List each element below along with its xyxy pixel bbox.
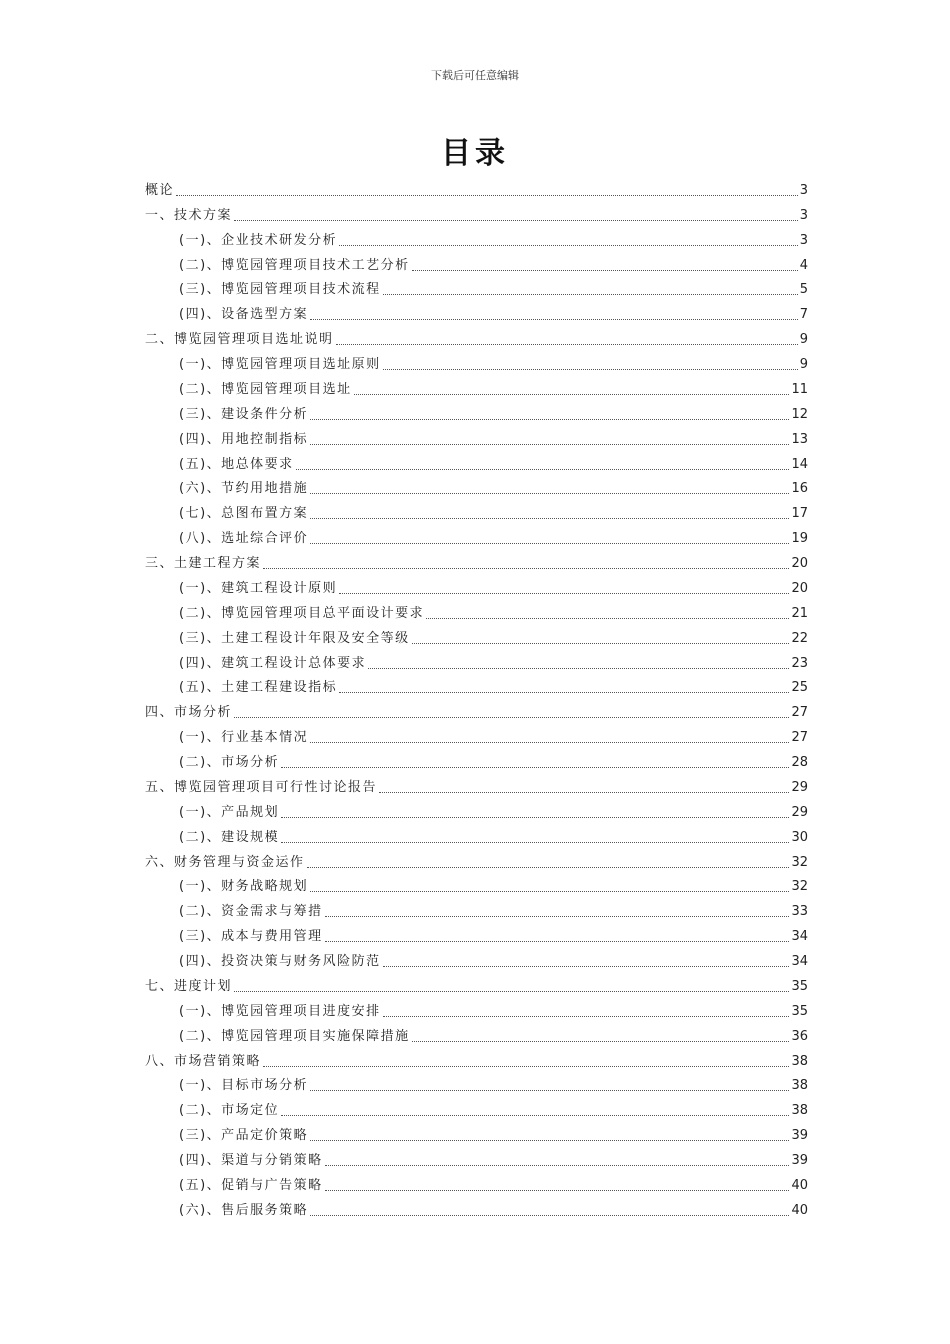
toc-entry[interactable] <box>145 349 808 374</box>
toc-entry[interactable] <box>145 449 808 474</box>
toc-entry-label: 四、市场分析 <box>145 705 233 721</box>
toc-page-number: 36 <box>791 1028 808 1044</box>
toc-entry[interactable] <box>145 548 808 573</box>
toc-page-number: 20 <box>791 580 808 596</box>
toc-page-number: 3 <box>799 182 808 198</box>
toc-entry[interactable] <box>145 1145 808 1170</box>
toc-dot-leader <box>263 568 789 569</box>
toc-entry-label: 二、博览园管理项目选址说明 <box>145 332 334 348</box>
toc-entry-label: (四)、用地控制指标 <box>179 431 309 447</box>
toc-dot-leader <box>281 767 789 768</box>
toc-page-number: 39 <box>791 1153 808 1168</box>
toc-page-number: 28 <box>791 755 808 770</box>
toc-entry[interactable] <box>145 1021 808 1046</box>
toc-dot-leader <box>176 195 798 196</box>
table-of-contents <box>145 175 808 1220</box>
toc-dot-leader <box>234 717 789 718</box>
toc-entry-label: (一)、行业基本情况 <box>179 730 309 746</box>
page-title: 目录 <box>441 136 509 171</box>
toc-dot-leader <box>310 518 789 519</box>
toc-entry[interactable] <box>145 847 808 872</box>
toc-page-number: 4 <box>799 257 808 273</box>
toc-page-number: 40 <box>791 1202 808 1218</box>
toc-entry[interactable] <box>145 971 808 996</box>
toc-entry-label: (二)、博览园管理项目选址 <box>179 381 352 397</box>
toc-dot-leader <box>379 792 789 793</box>
toc-page-number: 40 <box>791 1177 808 1193</box>
toc-entry[interactable] <box>145 399 808 424</box>
toc-dot-leader <box>354 394 790 395</box>
toc-dot-leader <box>310 1090 789 1091</box>
toc-dot-leader <box>412 1041 790 1042</box>
toc-entry-label: (五)、促销与广告策略 <box>179 1177 323 1193</box>
toc-page-number: 14 <box>791 456 808 472</box>
toc-entry[interactable] <box>145 1071 808 1096</box>
toc-dot-leader <box>383 294 798 295</box>
toc-entry-label: (一)、博览园管理项目选址原则 <box>179 357 381 372</box>
toc-entry[interactable] <box>145 822 808 847</box>
toc-dot-leader <box>325 941 790 942</box>
toc-entry-label: (二)、博览园管理项目实施保障措施 <box>179 1028 410 1044</box>
toc-entry[interactable] <box>145 225 808 250</box>
toc-entry[interactable] <box>145 896 808 921</box>
toc-entry[interactable] <box>145 175 808 200</box>
toc-entry[interactable] <box>145 573 808 598</box>
toc-page-number: 16 <box>791 481 808 497</box>
toc-entry[interactable] <box>145 1195 808 1220</box>
toc-page-number: 25 <box>791 680 808 696</box>
toc-entry[interactable] <box>145 299 808 324</box>
toc-dot-leader <box>412 270 798 271</box>
toc-entry-label: (三)、成本与费用管理 <box>179 929 323 945</box>
toc-entry-label: 五、博览园管理项目可行性讨论报告 <box>145 779 378 795</box>
toc-entry-label: (二)、建设规模 <box>179 829 280 845</box>
toc-dot-leader <box>383 966 790 967</box>
toc-dot-leader <box>310 1215 789 1216</box>
toc-dot-leader <box>325 1190 790 1191</box>
toc-dot-leader <box>383 1016 790 1017</box>
toc-entry-label: (五)、地总体要求 <box>179 456 294 472</box>
toc-entry-label: (三)、建设条件分析 <box>179 406 309 422</box>
toc-page-number: 13 <box>791 431 808 447</box>
toc-entry-label: (二)、市场分析 <box>179 755 280 770</box>
toc-entry-label: (二)、资金需求与筹措 <box>179 904 323 920</box>
toc-entry[interactable] <box>145 648 808 673</box>
toc-entry-label: 八、市场营销策略 <box>145 1053 262 1069</box>
toc-page-number: 11 <box>791 381 808 397</box>
toc-entry-label: (四)、建筑工程设计总体要求 <box>179 655 367 671</box>
toc-dot-leader <box>339 692 789 693</box>
toc-page-number: 3 <box>799 232 808 248</box>
toc-page-number: 38 <box>791 1078 808 1094</box>
toc-entry[interactable] <box>145 673 808 698</box>
toc-dot-leader <box>310 1140 789 1141</box>
toc-entry-label: (三)、土建工程设计年限及安全等级 <box>179 630 410 646</box>
toc-dot-leader <box>310 891 789 892</box>
toc-page-number: 12 <box>791 406 808 422</box>
toc-entry[interactable] <box>145 474 808 499</box>
toc-page-number: 7 <box>799 307 808 323</box>
toc-dot-leader <box>412 643 790 644</box>
toc-entry-label: (八)、选址综合评价 <box>179 531 309 547</box>
toc-entry-label: (三)、产品定价策略 <box>179 1128 309 1144</box>
toc-entry-label: 一、技术方案 <box>145 207 233 223</box>
toc-page-number: 21 <box>791 605 808 621</box>
toc-entry[interactable] <box>145 1046 808 1071</box>
toc-entry[interactable] <box>145 598 808 623</box>
toc-dot-leader <box>307 867 790 868</box>
toc-entry-label: 概论 <box>145 182 175 198</box>
toc-page-number: 35 <box>791 1003 808 1019</box>
toc-dot-leader <box>310 493 789 494</box>
toc-entry-label: (三)、博览园管理项目技术流程 <box>179 282 381 298</box>
toc-entry-label: (二)、博览园管理项目技术工艺分析 <box>179 257 410 273</box>
toc-entry[interactable] <box>145 374 808 399</box>
toc-entry-label: (一)、财务战略规划 <box>179 879 309 895</box>
toc-dot-leader <box>336 344 798 345</box>
toc-dot-leader <box>339 593 789 594</box>
toc-entry[interactable] <box>145 772 808 797</box>
toc-page-number: 27 <box>791 705 808 721</box>
toc-dot-leader <box>325 1165 790 1166</box>
toc-entry-label: (四)、投资决策与财务风险防范 <box>179 954 381 969</box>
toc-dot-leader <box>234 991 789 992</box>
toc-entry-label: 七、进度计划 <box>145 978 233 994</box>
toc-page-number: 20 <box>791 556 808 571</box>
toc-entry[interactable] <box>145 797 808 822</box>
toc-page-number: 27 <box>791 730 808 746</box>
toc-page-number: 22 <box>791 630 808 646</box>
toc-entry-label: (一)、目标市场分析 <box>179 1078 309 1094</box>
toc-page-number: 38 <box>791 1053 808 1069</box>
toc-page-number: 34 <box>791 954 808 969</box>
toc-dot-leader <box>263 1066 789 1067</box>
toc-page-number: 39 <box>791 1128 808 1144</box>
toc-entry[interactable] <box>145 747 808 772</box>
toc-entry-label: (二)、市场定位 <box>179 1103 280 1119</box>
toc-entry[interactable] <box>145 1120 808 1145</box>
toc-dot-leader <box>426 618 789 619</box>
toc-entry[interactable] <box>145 946 808 971</box>
toc-page-number: 32 <box>791 879 808 895</box>
toc-entry[interactable] <box>145 623 808 648</box>
toc-dot-leader <box>383 369 798 370</box>
toc-page-number: 38 <box>791 1103 808 1119</box>
toc-entry[interactable] <box>145 200 808 225</box>
toc-entry-label: (一)、企业技术研发分析 <box>179 232 338 248</box>
toc-entry[interactable] <box>145 250 808 275</box>
toc-dot-leader <box>325 916 790 917</box>
toc-page-number: 29 <box>791 804 808 820</box>
page-header: 下载后可任意编辑 <box>431 69 519 82</box>
toc-entry[interactable] <box>145 424 808 449</box>
toc-entry[interactable] <box>145 1170 808 1195</box>
toc-page-number: 9 <box>799 332 808 348</box>
toc-page-number: 29 <box>791 779 808 795</box>
toc-dot-leader <box>234 220 798 221</box>
toc-entry-label: 六、财务管理与资金运作 <box>145 854 305 870</box>
toc-dot-leader <box>310 319 798 320</box>
toc-entry-label: 三、土建工程方案 <box>145 556 262 571</box>
toc-page-number: 19 <box>791 531 808 547</box>
toc-dot-leader <box>310 419 789 420</box>
toc-page-number: 17 <box>791 506 808 522</box>
toc-dot-leader <box>310 543 789 544</box>
toc-dot-leader <box>296 469 790 470</box>
toc-page-number: 23 <box>791 655 808 671</box>
toc-entry[interactable] <box>145 1095 808 1120</box>
toc-dot-leader <box>281 817 789 818</box>
toc-page-number: 35 <box>791 978 808 994</box>
toc-entry-label: (一)、建筑工程设计原则 <box>179 580 338 596</box>
toc-entry-label: (一)、博览园管理项目进度安排 <box>179 1003 381 1019</box>
toc-entry-label: (四)、渠道与分销策略 <box>179 1153 323 1168</box>
toc-entry-label: (五)、土建工程建设指标 <box>179 680 338 696</box>
toc-entry-label: (七)、总图布置方案 <box>179 506 309 522</box>
toc-page-number: 32 <box>791 854 808 870</box>
toc-entry-label: (六)、售后服务策略 <box>179 1202 309 1218</box>
toc-entry[interactable] <box>145 872 808 897</box>
toc-dot-leader <box>281 1115 789 1116</box>
toc-page-number: 30 <box>791 829 808 845</box>
toc-entry[interactable] <box>145 275 808 300</box>
toc-entry-label: (二)、博览园管理项目总平面设计要求 <box>179 605 425 621</box>
toc-entry[interactable] <box>145 324 808 349</box>
toc-dot-leader <box>310 742 789 743</box>
toc-entry[interactable] <box>145 996 808 1021</box>
toc-page-number: 5 <box>799 282 808 298</box>
toc-page-number: 9 <box>799 357 808 372</box>
toc-entry-label: (一)、产品规划 <box>179 804 280 820</box>
toc-dot-leader <box>281 842 789 843</box>
toc-entry-label: (六)、节约用地措施 <box>179 481 309 497</box>
toc-page-number: 3 <box>799 207 808 223</box>
toc-entry[interactable] <box>145 523 808 548</box>
toc-entry[interactable] <box>145 697 808 722</box>
toc-page-number: 33 <box>791 904 808 920</box>
toc-dot-leader <box>368 668 789 669</box>
toc-entry-label: (四)、设备选型方案 <box>179 307 309 323</box>
toc-dot-leader <box>310 444 789 445</box>
toc-entry[interactable] <box>145 921 808 946</box>
toc-dot-leader <box>339 245 798 246</box>
toc-page-number: 34 <box>791 929 808 945</box>
toc-entry[interactable] <box>145 722 808 747</box>
toc-entry[interactable] <box>145 498 808 523</box>
